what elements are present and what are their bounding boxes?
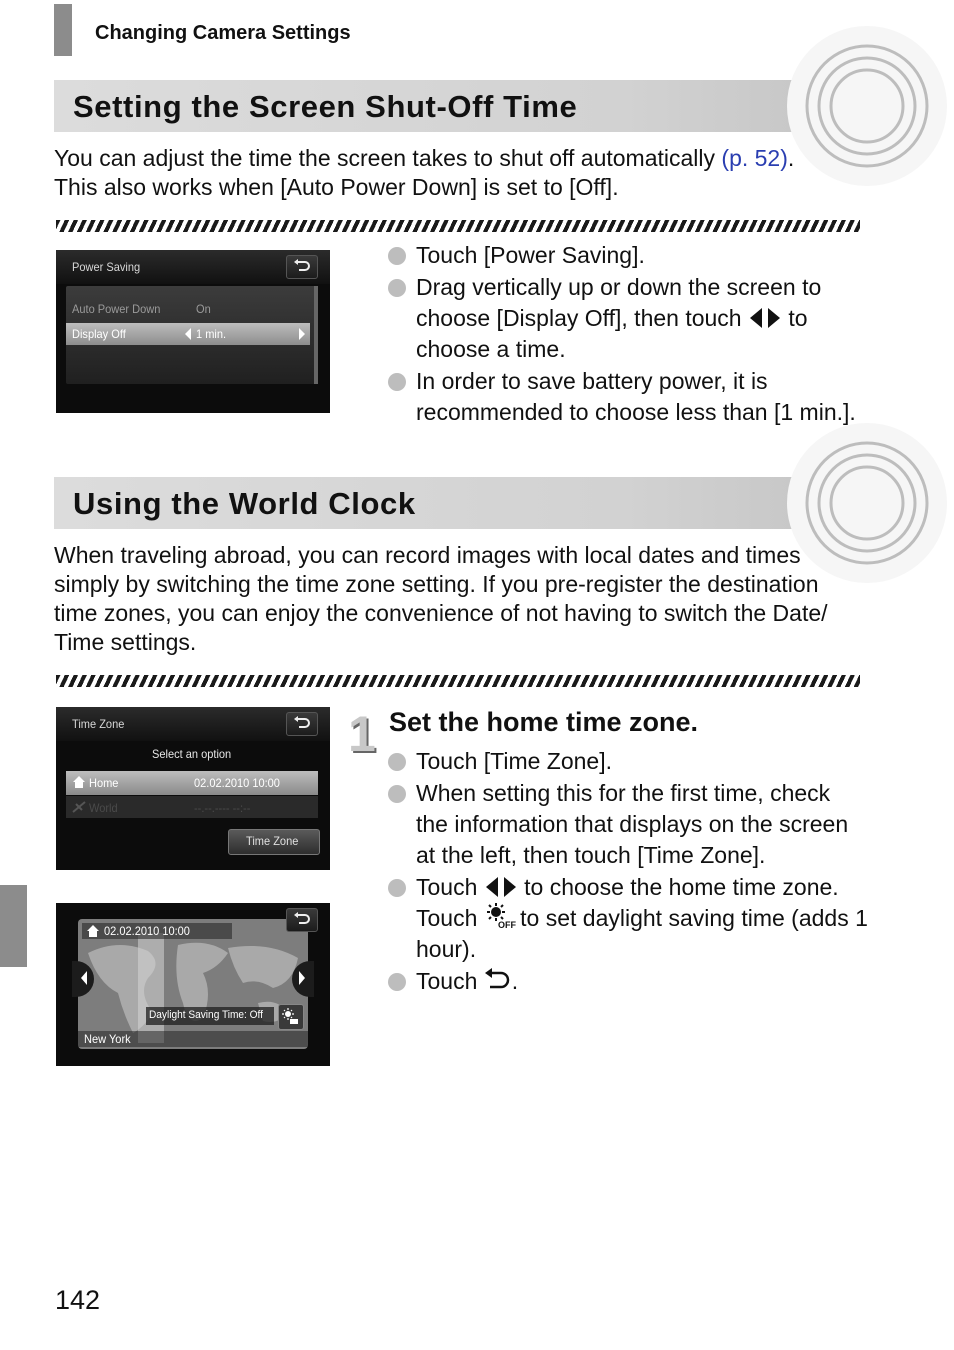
time-zone-button-label: Time Zone bbox=[246, 834, 299, 848]
page-number: 142 bbox=[55, 1285, 101, 1315]
section-title: Setting the Screen Shut-Off Time bbox=[73, 89, 578, 124]
list-item bbox=[388, 778, 868, 871]
home-icon bbox=[72, 775, 86, 789]
banner-arc-decoration bbox=[775, 477, 865, 529]
section2-intro: When traveling abroad, you can record images with local dates and times simply by switching the time zone setting. If you pre-register the destination time zones, you can enjoy the convenience of not having to switch the Date/ Time settings. bbox=[54, 542, 828, 655]
daylight-saving-icon bbox=[282, 1008, 298, 1024]
back-button bbox=[286, 908, 318, 932]
intro-text-end: . bbox=[787, 145, 795, 171]
svg-text:OFF: OFF bbox=[497, 920, 516, 930]
home-label: Home bbox=[89, 776, 119, 790]
bullet-text: to choose a time. bbox=[416, 305, 808, 362]
page-reference-link[interactable]: (p. 52) bbox=[721, 145, 788, 171]
list-item bbox=[388, 872, 868, 965]
bullet-text: Touch [Time Zone]. bbox=[416, 748, 613, 774]
dst-status: Daylight Saving Time: Off bbox=[149, 1009, 263, 1021]
list-item bbox=[388, 746, 868, 777]
map-left-arrow-icon bbox=[80, 971, 88, 985]
divider-hatch bbox=[56, 675, 860, 687]
intro-text: You can adjust the time the screen takes to shut off automatically bbox=[54, 145, 722, 171]
chapter-side-tab bbox=[0, 885, 27, 967]
daylight-saving-icon bbox=[484, 903, 514, 929]
right-arrow-icon bbox=[298, 328, 306, 340]
city-name: New York bbox=[84, 1032, 131, 1046]
list-item bbox=[388, 240, 868, 271]
bullet-text: . bbox=[511, 968, 519, 994]
row-label-display-off: Display Off bbox=[72, 327, 126, 341]
map-datetime: 02.02.2010 10:00 bbox=[104, 924, 190, 938]
bullet-text: Touch [Power Saving]. bbox=[416, 242, 645, 268]
map-right-arrow-icon bbox=[298, 971, 306, 985]
return-arrow-icon bbox=[293, 912, 311, 926]
screen-subtitle: Select an option bbox=[152, 747, 232, 761]
camera-screen-power-saving bbox=[56, 250, 330, 413]
world-label: World bbox=[89, 801, 118, 815]
intro-text-line2: This also works when [Auto Power Down] is set to [Off]. bbox=[54, 174, 619, 200]
banner-arc-decoration bbox=[775, 80, 865, 132]
camera-screen-time-zone bbox=[56, 707, 330, 870]
section-title: Using the World Clock bbox=[73, 486, 416, 521]
section2-bullets bbox=[388, 746, 868, 998]
world-map-graphic bbox=[78, 933, 308, 1043]
left-arrow-icon bbox=[184, 328, 192, 340]
bullet-text: to choose the home time zone. Touch bbox=[416, 874, 839, 931]
running-header: Changing Camera Settings bbox=[95, 22, 351, 44]
world-datetime: --.--.---- --:-- bbox=[194, 801, 251, 815]
row-label-auto-power-down: Auto Power Down bbox=[72, 302, 161, 316]
step-number: 1 bbox=[348, 706, 376, 762]
camera-screen-world-map bbox=[56, 903, 330, 1066]
bullet-text: Touch bbox=[416, 874, 484, 900]
left-right-arrows-icon bbox=[484, 876, 518, 898]
section-banner-screen-shutoff bbox=[54, 80, 865, 132]
bullet-text: Drag vertically up or down the screen to choose [Display Off], then touch bbox=[416, 274, 822, 331]
list-item bbox=[388, 966, 868, 997]
list-item bbox=[388, 272, 868, 365]
bullet-text: When setting this for the first time, check the information that displays on the screen at the left, then touch [Time Zone]. bbox=[416, 780, 849, 868]
screen-title: Time Zone bbox=[72, 717, 125, 731]
bullet-text: to set daylight saving time (adds 1 hour). bbox=[416, 905, 868, 962]
world-plane-icon bbox=[72, 800, 86, 814]
back-button bbox=[286, 712, 318, 736]
step-title: Set the home time zone. bbox=[389, 707, 699, 737]
home-datetime: 02.02.2010 10:00 bbox=[194, 776, 280, 790]
bullet-text: In order to save battery power, it is recommended to choose less than [1 min.]. bbox=[416, 368, 856, 425]
screen-title: Power Saving bbox=[72, 260, 141, 274]
row-value-display-off: 1 min. bbox=[196, 327, 227, 341]
section1-intro bbox=[54, 144, 869, 202]
back-button bbox=[286, 255, 318, 279]
divider-hatch bbox=[56, 220, 860, 232]
list-item bbox=[388, 366, 868, 428]
header-bar bbox=[54, 4, 72, 56]
return-arrow-icon bbox=[293, 716, 311, 730]
left-right-arrows-icon bbox=[748, 307, 782, 329]
row-value-auto-power-down: On bbox=[196, 302, 211, 316]
bullet-text: Touch bbox=[416, 968, 484, 994]
return-arrow-icon bbox=[484, 968, 512, 992]
section1-bullets bbox=[388, 240, 868, 429]
home-icon bbox=[86, 924, 100, 938]
section-banner-world-clock bbox=[54, 477, 865, 529]
return-arrow-icon bbox=[293, 259, 311, 273]
